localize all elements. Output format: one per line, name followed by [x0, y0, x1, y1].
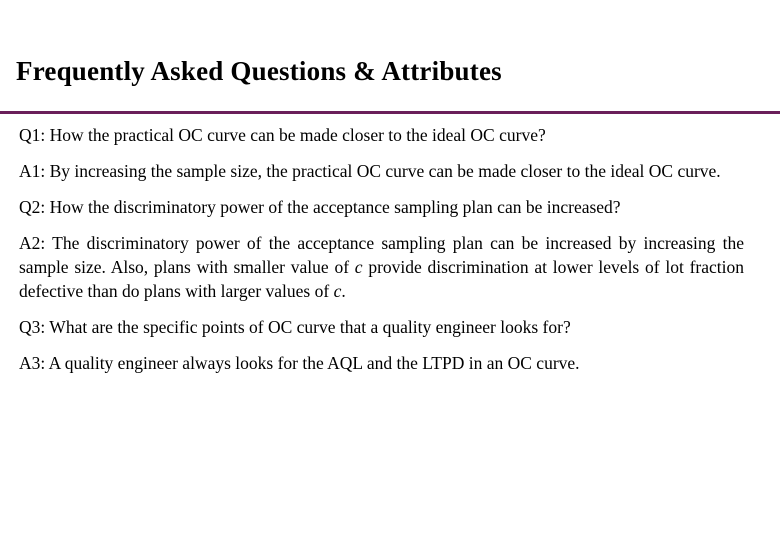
variable-c: c [333, 281, 342, 301]
answer-1: A1: By increasing the sample size, the practical OC curve can be made closer to the ideal OC curve. [19, 161, 721, 181]
answer-2-part-2: provide discrimination at lower levels of lot fraction defective than do plans with larger values of [19, 257, 744, 301]
answer-2 [19, 231, 744, 303]
answer-2-part-1: A2: The discriminatory power of the acceptance sampling plan can be increased by increasing the sample size. Also, plans with smaller value of [19, 233, 744, 277]
slide-title: Frequently Asked Questions & Attributes [16, 56, 502, 86]
question-3: Q3: What are the specific points of OC curve that a quality engineer looks for? [19, 317, 571, 337]
answer-3: A3: A quality engineer always looks for the AQL and the LTPD in an OC curve. [19, 353, 580, 373]
question-1: Q1: How the practical OC curve can be made closer to the ideal OC curve? [19, 125, 546, 145]
variable-c: c [354, 257, 363, 277]
question-2: Q2: How the discriminatory power of the acceptance sampling plan can be increased? [19, 197, 621, 217]
faq-content [19, 123, 744, 387]
title-divider [0, 111, 780, 114]
answer-2-part-3: . [341, 281, 346, 301]
